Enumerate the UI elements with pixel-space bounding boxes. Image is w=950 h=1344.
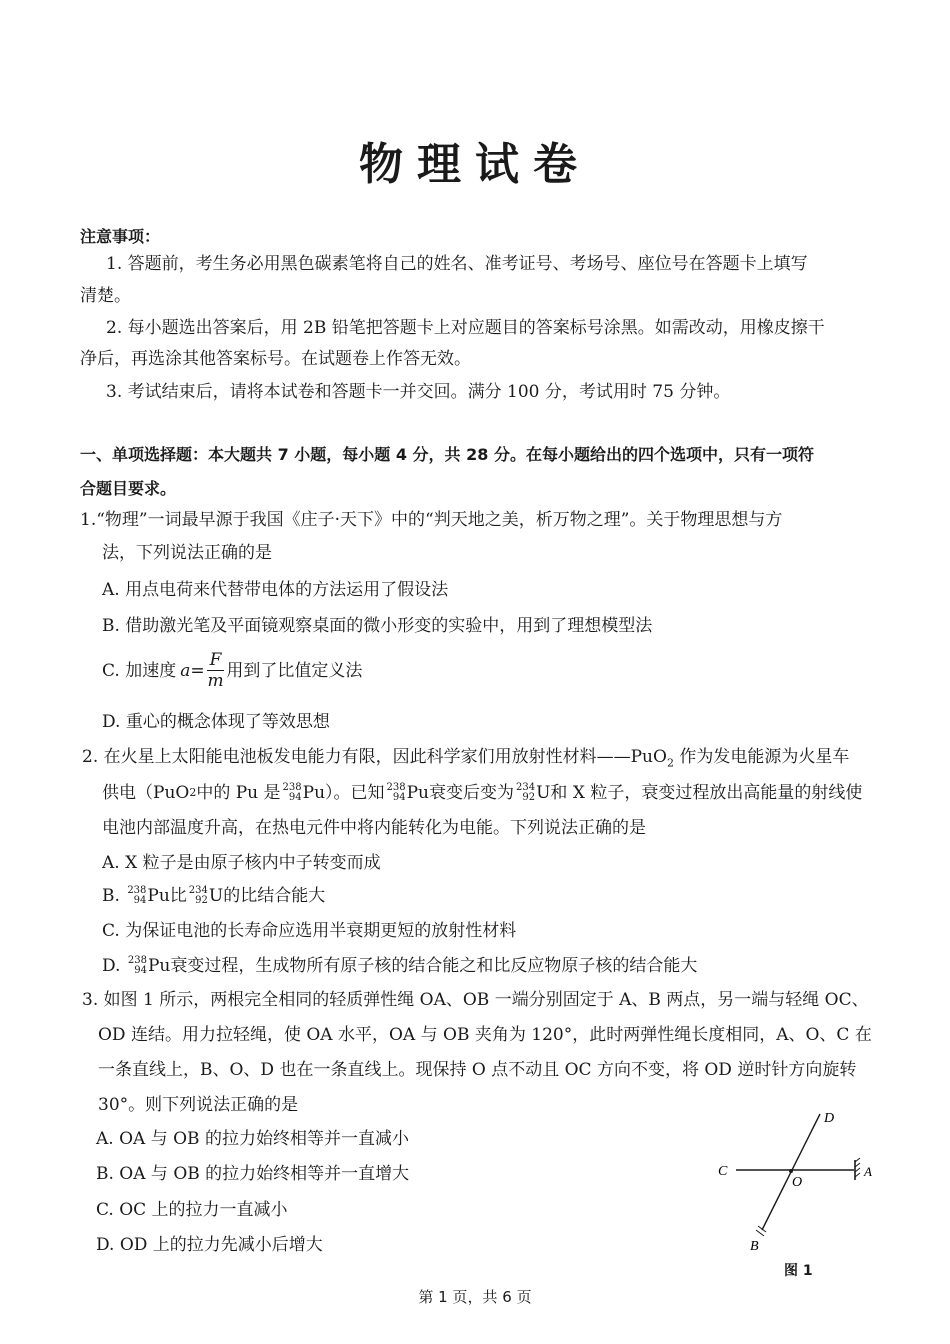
q2-l1-sub: 2 <box>666 756 674 770</box>
notice-heading: 注意事项： <box>80 227 161 246</box>
q2-b-suffix: 的比结合能大 <box>223 886 326 906</box>
atomic-number: 94 <box>392 792 406 803</box>
mass-number: 238 <box>282 782 302 793</box>
q3-option-c: C. OC 上的拉力一直减小 <box>96 1200 288 1220</box>
q2-l2-d: 衰变后变为 <box>429 783 514 803</box>
notice-item-2-cont: 净后，再选涂其他答案标号。在试题卷上作答无效。 <box>80 349 471 369</box>
label-c: C <box>718 1164 728 1179</box>
q1-option-c-suffix: 用到了比值定义法 <box>226 660 363 681</box>
notice-item-2: 2. 每小题选出答案后，用 2B 铅笔把答题卡上对应题目的答案标号涂黑。如需改动，用橡皮擦干 <box>106 318 825 338</box>
q2-l2-b: 中的 Pu 是 <box>196 783 281 803</box>
q2-l2-c: ）。已知 <box>325 783 385 803</box>
q3-option-b: B. OA 与 OB 的拉力始终相等并一直增大 <box>96 1164 410 1184</box>
q2-option-c: C. 为保证电池的长寿命应选用半衰期更短的放射性材料 <box>102 921 517 941</box>
notice-item-3: 3. 考试结束后，请将本试卷和答题卡一并交回。满分 100 分，考试用时 75 分钟。 <box>106 382 731 402</box>
element-symbol: U <box>208 886 224 906</box>
mass-number: 238 <box>386 782 406 793</box>
fraction-numerator: F <box>207 650 225 671</box>
q3-stem-line2: OD 连结。用力拉轻绳，使 OA 水平，OA 与 OB 夹角为 120°，此时两弹性绳长度相同，A、O、C 在 <box>98 1025 872 1045</box>
q2-stem-line2 <box>102 781 862 805</box>
q1-option-c-prefix: C. 加速度 <box>102 660 177 681</box>
q2-l1-tail: 作为发电能源为火星车 <box>673 747 850 767</box>
q3-stem-line1: 3. 如图 1 所示，两根完全相同的轻质弹性绳 OA、OB 一端分别固定于 A、B 两点，另一端与轻绳 OC、 <box>82 990 869 1010</box>
q1-option-c-fraction <box>207 650 225 691</box>
q2-stem-line3: 电池内部温度升高，在热电元件中将内能转化为电能。下列说法正确的是 <box>102 818 646 838</box>
notice-item-1: 1. 答题前，考生务必用黑色碳素笔将自己的姓名、准考证号、考场号、座位号在答题卡上填写 <box>106 254 808 274</box>
q3-option-a: A. OA 与 OB 的拉力始终相等并一直减小 <box>96 1129 409 1149</box>
page-title: 物理试卷 <box>359 139 591 190</box>
pu-isotope <box>126 954 170 978</box>
atomic-number: 92 <box>522 792 536 803</box>
u-isotope <box>187 884 223 908</box>
q1-option-c <box>102 650 362 691</box>
pu-isotope <box>281 781 325 805</box>
q1-stem-cont: 法，下列说法正确的是 <box>102 543 272 563</box>
q2-d-prefix: D. <box>102 956 126 976</box>
label-b: B <box>750 1239 759 1254</box>
q2-b-mid: 比 <box>169 886 187 906</box>
atomic-number: 94 <box>134 965 147 976</box>
figure-caption: 图 1 <box>784 1263 813 1279</box>
atomic-number: 92 <box>195 895 208 906</box>
q1-option-d: D. 重心的概念体现了等效思想 <box>102 712 330 732</box>
figure-1-diagram <box>706 1104 886 1284</box>
u-isotope <box>514 781 550 805</box>
label-a: A <box>864 1164 872 1179</box>
mass-number: 234 <box>188 885 208 896</box>
q3-option-d: D. OD 上的拉力先减小后增大 <box>96 1235 323 1255</box>
element-symbol: Pu <box>302 783 326 803</box>
pu-isotope <box>125 884 169 908</box>
page-footer: 第 1 页，共 6 页 <box>418 1288 532 1306</box>
fraction-denominator: m <box>207 671 224 691</box>
q2-option-d <box>102 954 697 978</box>
atomic-number: 94 <box>133 895 147 906</box>
q2-stem-line1 <box>82 745 849 775</box>
pu-isotope <box>385 781 429 805</box>
element-symbol: Pu <box>147 886 170 906</box>
q2-l2-sub: 2 <box>189 786 197 799</box>
mass-number: 234 <box>516 782 536 793</box>
point-o <box>789 1169 793 1173</box>
q3-stem-line4: 30°。则下列说法正确的是 <box>98 1095 299 1115</box>
notice-item-1-cont: 清楚。 <box>80 286 131 306</box>
label-o: O <box>792 1175 803 1190</box>
wall-b-hatch <box>758 1226 766 1232</box>
q1-option-c-eq: = <box>190 660 205 681</box>
q1-stem: 1.“物理”一词最早源于我国《庄子·天下》中的“判天地之美，析万物之理”。关于物理思想与方 <box>80 510 783 530</box>
wall-b-hatch <box>756 1230 764 1236</box>
mass-number: 238 <box>127 955 147 966</box>
q3-stem-line3: 一条直线上，B、O、D 也在一条直线上。现保持 O 点不动且 OC 方向不变，将 OD 逆时针方向旋转 <box>98 1060 857 1080</box>
q1-option-c-var: a <box>180 660 191 681</box>
q2-option-a: A. X 粒子是由原子核内中子转变而成 <box>102 853 381 873</box>
q1-option-b: B. 借助激光笔及平面镜观察桌面的微小形变的实验中，用到了理想模型法 <box>102 616 653 636</box>
element-symbol: Pu <box>406 783 429 803</box>
element-symbol: Pu <box>147 956 171 976</box>
q2-b-prefix: B. <box>102 886 126 906</box>
section-heading: 一、单项选择题：本大题共 7 小题，每小题 4 分，共 28 分。在每小题给出的四个选项中，只有一项符 <box>80 445 814 464</box>
q2-l2-a: 供电（PuO <box>102 783 190 803</box>
label-d: D <box>824 1111 835 1126</box>
section-heading-cont: 合题目要求。 <box>80 479 177 498</box>
atomic-number: 94 <box>288 792 302 803</box>
mass-number: 238 <box>127 885 147 896</box>
q2-l2-e: 和 X 粒子，衰变过程放出高能量的射线使 <box>550 783 863 803</box>
q2-d-suffix: 衰变过程，生成物所有原子核的结合能之和比反应物原子核的结合能大 <box>170 956 698 976</box>
element-symbol: U <box>536 783 551 803</box>
q2-l1-text: 2. 在火星上太阳能电池板发电能力有限，因此科学家们用放射性材料——PuO <box>82 747 667 767</box>
q2-option-b <box>102 884 325 908</box>
q1-option-a: A. 用点电荷来代替带电体的方法运用了假设法 <box>102 580 449 600</box>
